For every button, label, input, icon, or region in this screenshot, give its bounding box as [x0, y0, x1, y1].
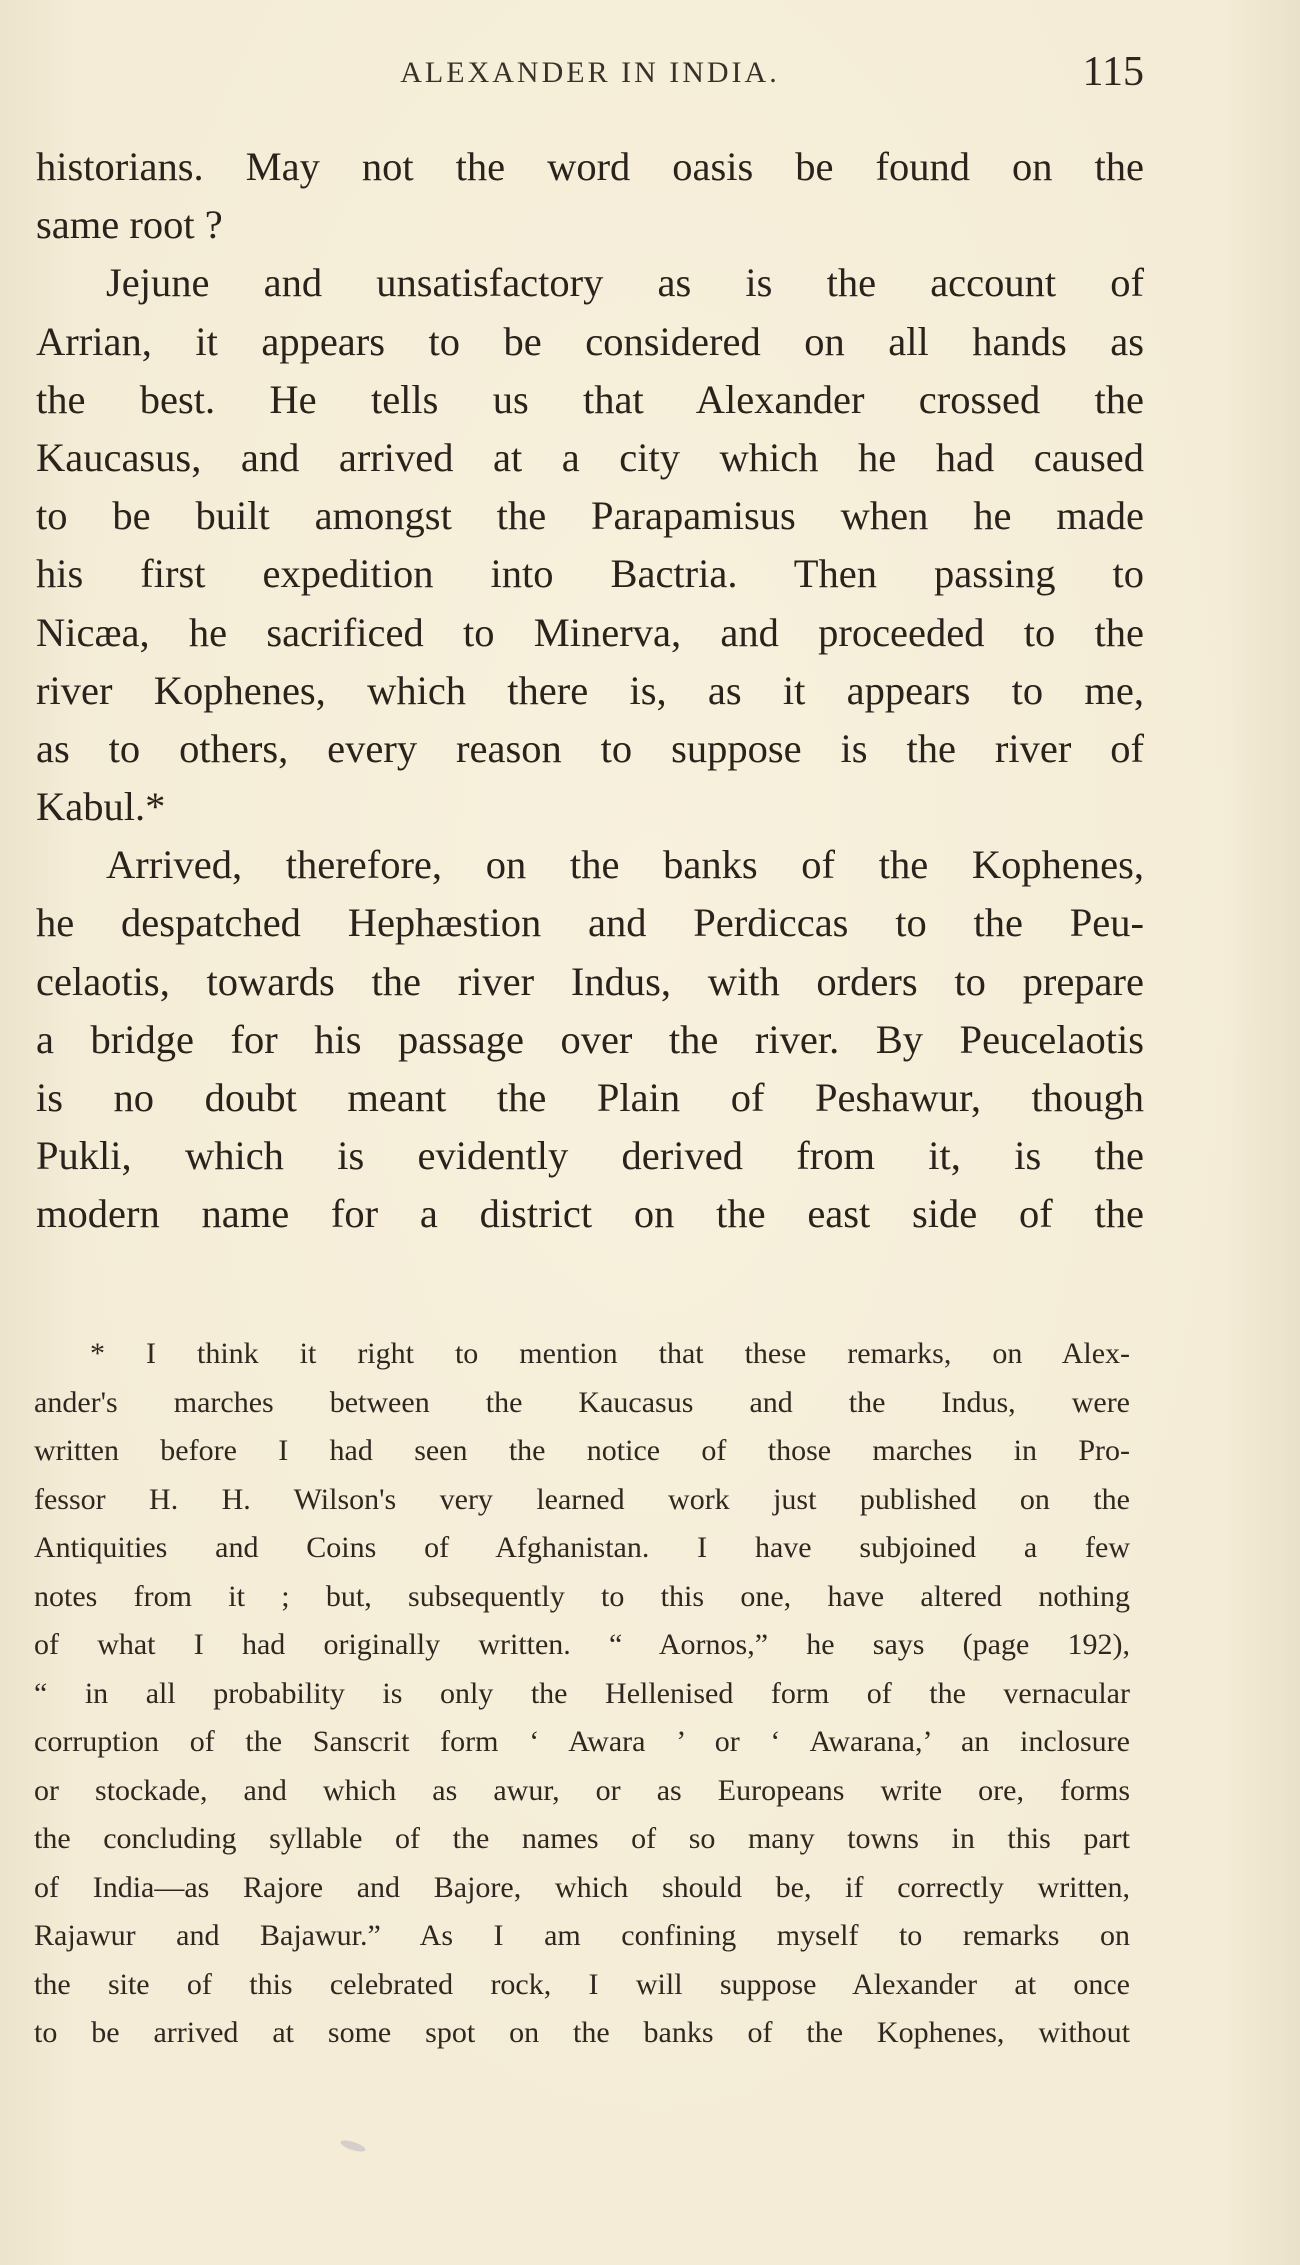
footnote-line: notes from it ; but, subsequently to this one, have altered nothing — [34, 1579, 1130, 1613]
text-line: historians. May not the word oasis be found on the — [36, 144, 1144, 189]
text-line: to be built amongst the Parapamisus when he made — [36, 493, 1144, 539]
footnote-line: written before I had seen the notice of those marches in Pro- — [34, 1434, 1130, 1467]
text-line: his first expedition into Bactria. Then passing to — [36, 551, 1144, 597]
text-line: celaotis, towards the river Indus, with orders to prepare — [36, 958, 1144, 1004]
text-line: Nicæa, he sacrificed to Minerva, and proceeded to the — [36, 609, 1144, 655]
text-line: as to others, every reason to suppose is the river of — [36, 725, 1144, 771]
text-line: Arrian, it appears to be considered on all hands as — [36, 318, 1144, 364]
page-number: 115 — [1082, 49, 1144, 95]
footnote-line: of what I had originally written. “ Aornos,” he says (page 192), — [34, 1628, 1130, 1661]
footnote-line: the site of this celebrated rock, I will suppose Alexander at once — [34, 1967, 1130, 2001]
footnote-line: ander's marches between the Kaucasus and the Indus, were — [34, 1385, 1130, 1419]
footnote-line: the concluding syllable of the names of so many towns in this part — [34, 1822, 1130, 1855]
footnote-line: to be arrived at some spot on the banks of the Kophenes, without — [34, 2016, 1130, 2049]
main-text — [36, 138, 1144, 1244]
footnote-line: Antiquities and Coins of Afghanistan. I have subjoined a few — [34, 1531, 1130, 1564]
text-line: he despatched Hephæstion and Perdiccas to the Peu- — [36, 900, 1144, 946]
footnote-line: “ in all probability is only the Hellenised form of the vernacular — [34, 1676, 1130, 1710]
text-line: Kabul.* — [36, 784, 166, 830]
text-line: a bridge for his passage over the river. By Peucelaotis — [36, 1016, 1144, 1062]
text-line: the best. He tells us that Alexander crossed the — [36, 376, 1144, 422]
paragraph-start-line: Jejune and unsatisfactory as is the account of — [106, 260, 1144, 306]
footnote-line: corruption of the Sanscrit form ‘ Awara ’ or ‘ Awarana,’ an inclosure — [34, 1725, 1130, 1758]
text-line: is no doubt meant the Plain of Peshawur, though — [36, 1075, 1144, 1120]
text-line: river Kophenes, which there is, as it appears to me, — [36, 667, 1144, 713]
footnote — [34, 1330, 1130, 2058]
running-title: ALEXANDER IN INDIA. — [400, 56, 780, 89]
text-line: Pukli, which is evidently derived from it, is the — [36, 1133, 1144, 1179]
footnote-line: fessor H. H. Wilson's very learned work just published on the — [34, 1482, 1130, 1516]
footnote-line: or stockade, and which as awur, or as Europeans write ore, forms — [34, 1773, 1130, 1807]
running-header — [36, 48, 1144, 108]
footnote-line: of India—as Rajore and Bajore, which should be, if correctly written, — [34, 1870, 1130, 1904]
paragraph-start-line: Arrived, therefore, on the banks of the Kophenes, — [106, 842, 1144, 888]
text-line: modern name for a district on the east side of the — [36, 1191, 1144, 1237]
footnote-line: Rajawur and Bajawur.” As I am confining myself to remarks on — [34, 1919, 1130, 1952]
text-line: same root ? — [36, 202, 223, 248]
text-line: Kaucasus, and arrived at a city which he had caused — [36, 434, 1144, 480]
ink-smudge — [339, 2138, 366, 2154]
footnote-line: * I think it right to mention that these remarks, on Alex- — [90, 1337, 1130, 1370]
